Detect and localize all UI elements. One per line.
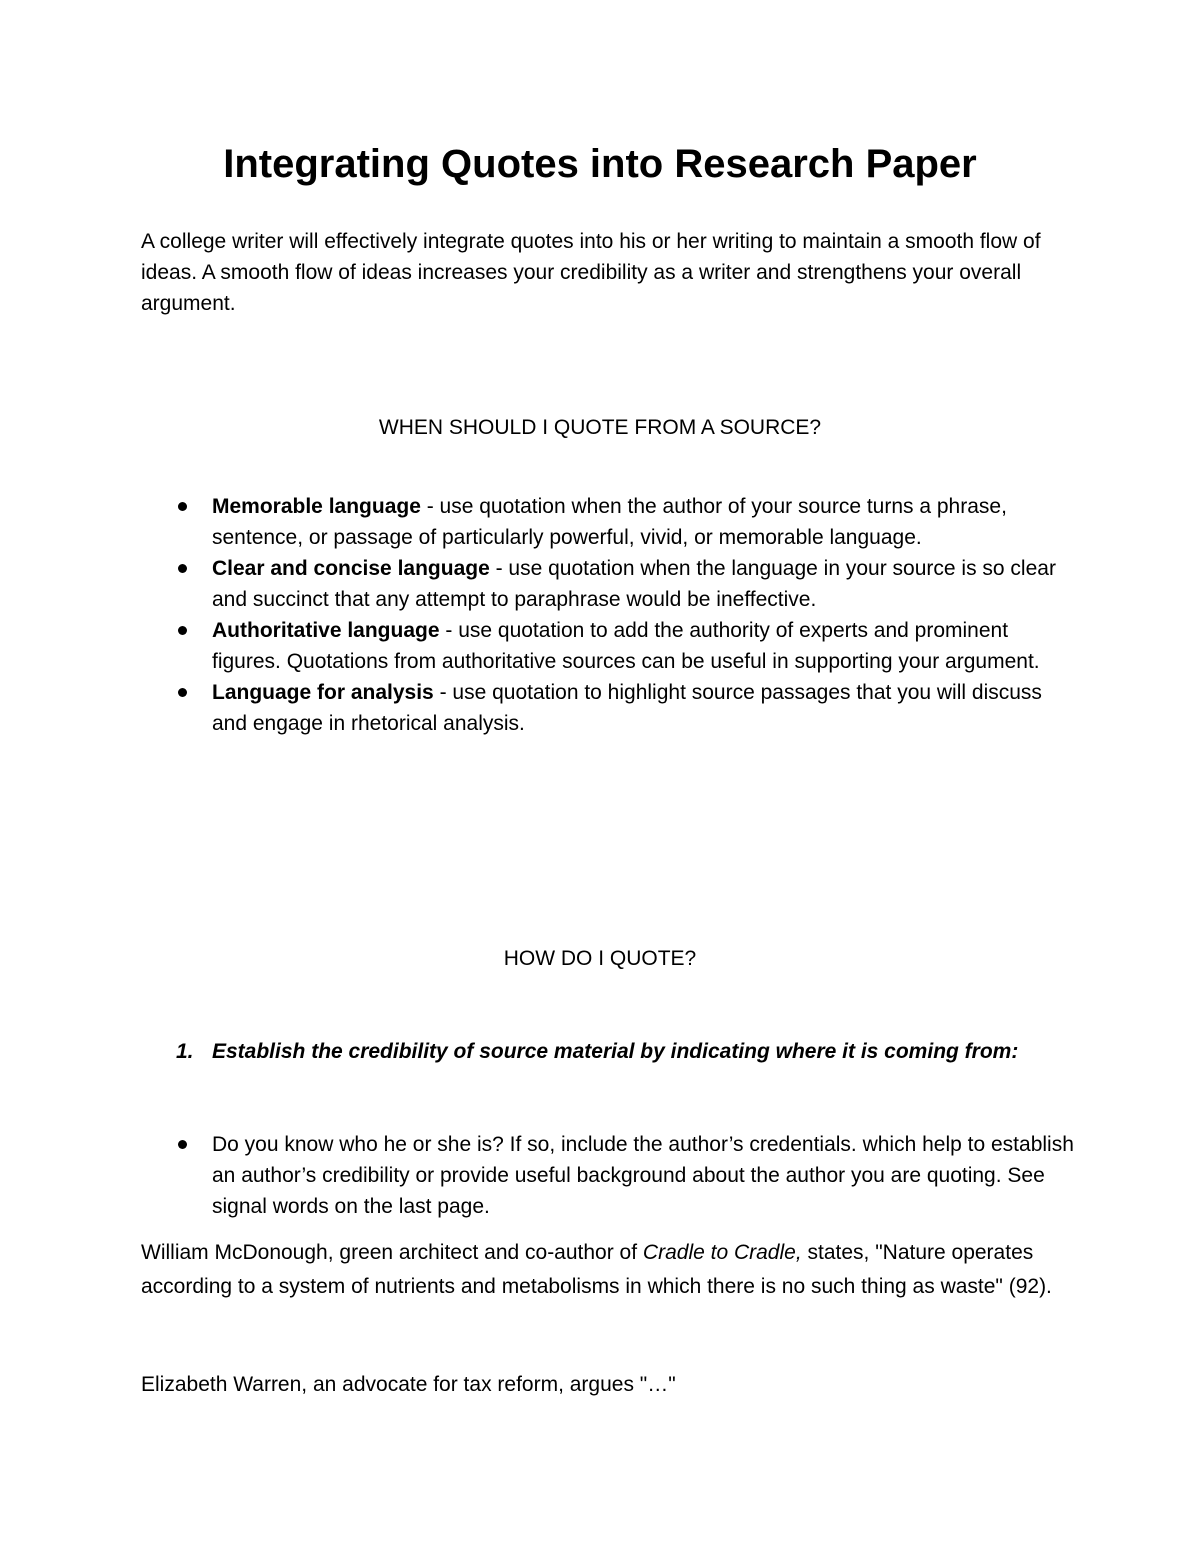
bullet-icon [178,626,187,635]
bullet-icon [178,1140,187,1149]
how-list [212,1129,1082,1222]
numbered-step [176,1036,1082,1067]
list-item-text: - use quotation when the author of your source turns a phrase, sentence, or passage of particularly powerful, vivid, or memorable language. [212,495,1007,549]
list-item-text: - use quotation to highlight source passages that you will discuss and engage in rhetorical analysis. [212,681,1042,735]
page-title: Integrating Quotes into Research Paper [223,142,977,186]
example-mcdonough [141,1236,1071,1304]
how-section-heading: HOW DO I QUOTE? [503,947,697,970]
list-item-term: Memorable language [212,495,421,518]
list-item [212,677,1082,739]
bullet-icon [178,688,187,697]
list-item [212,615,1082,677]
list-item-text: - use quotation to add the authority of experts and prominent figures. Quotations from authoritative sources can be useful in supporting your argument. [212,619,1040,673]
list-item-term: Clear and concise language [212,557,490,580]
example-text: states, "Nature operates according to a system of nutrients and metabolisms in which there is no such thing as waste" (92). [141,1241,1052,1298]
example-warren: Elizabeth Warren, an advocate for tax reform, argues "…" [141,1373,676,1396]
step-text: Establish the credibility of source material by indicating where it is coming from: [212,1040,1019,1063]
intro-paragraph: A college writer will effectively integrate quotes into his or her writing to maintain a smooth flow of ideas. A smooth flow of ideas increases your credibility as a writer and strengthens your overall argument. [141,230,1041,315]
list-item [212,1129,1082,1222]
list-item-text: Do you know who he or she is? If so, include the author’s credentials. which help to establish an author’s credibility or provide useful background about the author you are quoting. See signal words on the last page. [212,1133,1074,1218]
bullet-icon [178,564,187,573]
example-text: William McDonough, green architect and co-author of [141,1241,643,1264]
when-section-heading: WHEN SHOULD I QUOTE FROM A SOURCE? [378,416,822,439]
list-item [212,491,1082,553]
when-list [212,491,1082,739]
step-number: 1. [176,1040,194,1063]
list-item-term: Authoritative language [212,619,440,642]
list-item-text: - use quotation when the language in your source is so clear and succinct that any attempt to paraphrase would be ineffective. [212,557,1056,611]
list-item-term: Language for analysis [212,681,434,704]
bullet-icon [178,502,187,511]
book-title: Cradle to Cradle, [642,1241,802,1264]
list-item [212,553,1082,615]
